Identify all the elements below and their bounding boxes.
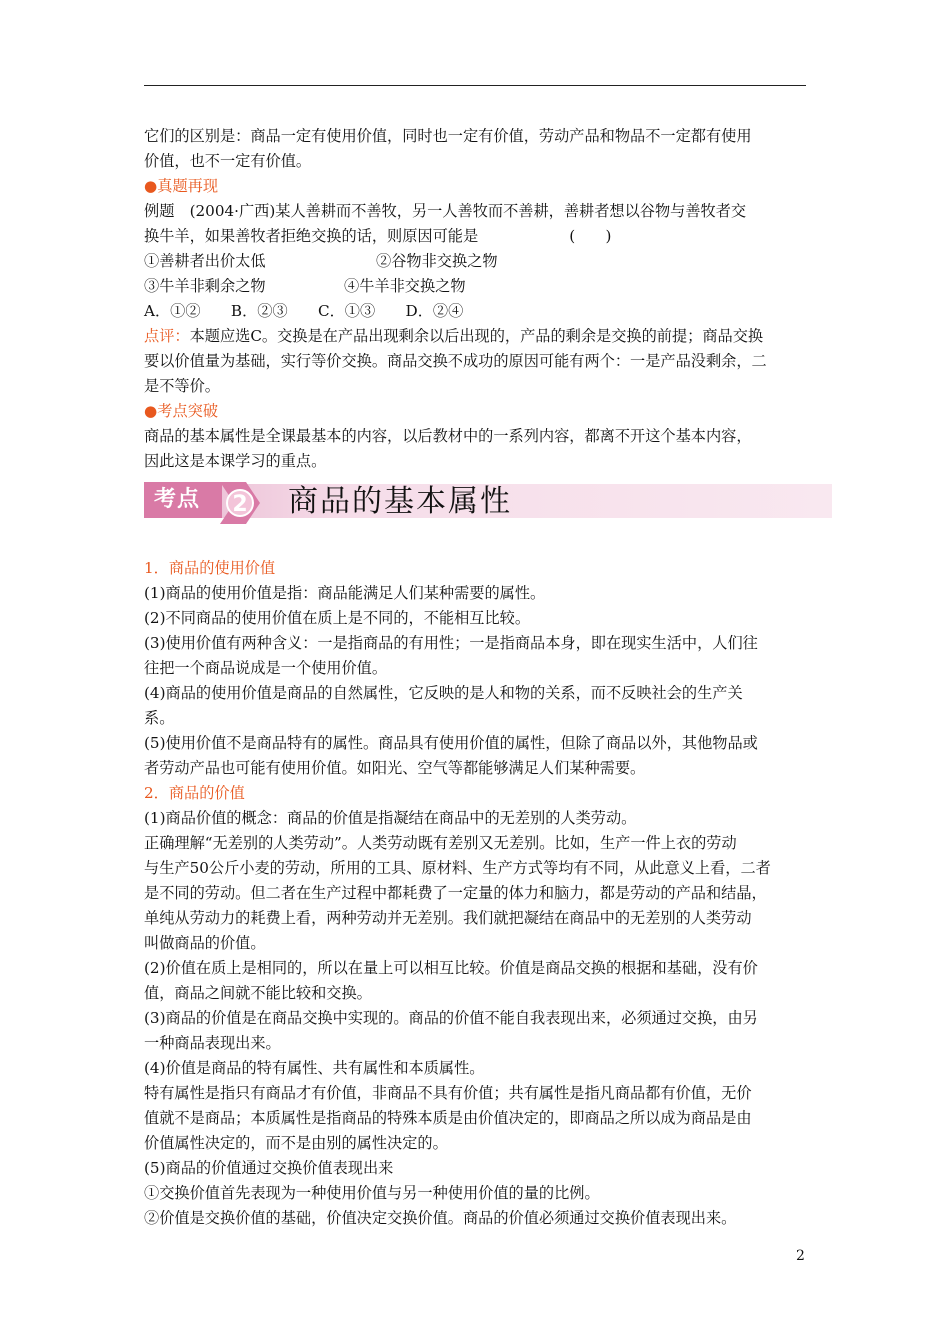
comment-line-2: 要以价值量为基础，实行等价交换。商品交换不成功的原因可能有两个：一是产品没剩余，二 xyxy=(144,352,767,370)
section2-line: 特有属性是指只有商品才有价值，非商品不具有价值；共有属性是指凡商品都有价值，无价 xyxy=(144,1084,752,1102)
section2-line: 价值属性决定的，而不是由别的属性决定的。 xyxy=(144,1134,448,1152)
section2-line: 单纯从劳动力的耗费上看，两种劳动并无差别。我们就把凝结在商品中的无差别的人类劳动 xyxy=(144,909,752,927)
section2-line: (4)价值是商品的特有属性、共有属性和本质属性。 xyxy=(144,1059,485,1077)
section1-line: 者劳动产品也可能有使用价值。如阳光、空气等都能够满足人们某种需要。 xyxy=(144,759,646,777)
comment-line-1 xyxy=(144,324,812,349)
comment-text-1: 本题应选C。交换是在产品出现剩余以后出现的，产品的剩余是交换的前提；商品交换 xyxy=(189,327,764,345)
section2-line: 值，商品之间就不能比较和交换。 xyxy=(144,984,372,1002)
section1-line: (4)商品的使用价值是商品的自然属性，它反映的是人和物的关系，而不反映社会的生产关 xyxy=(144,684,743,702)
comment-line-3: 是不等价。 xyxy=(144,377,220,395)
options-row-2 xyxy=(144,274,812,299)
section2-line: ①交换价值首先表现为一种使用价值与另一种使用价值的量的比例。 xyxy=(144,1184,600,1202)
banner-tag: 考点 xyxy=(144,482,222,518)
section2-line: 值就不是商品；本质属性是指商品的特殊本质是由价值决定的，即商品之所以成为商品是由 xyxy=(144,1109,752,1127)
breakthrough-line-2: 因此这是本课学习的重点。 xyxy=(144,452,327,470)
section1-line: 系。 xyxy=(144,709,175,727)
section2-line: 正确理解“无差别的人类劳动”。人类劳动既有差别又无差别。比如，生产一件上衣的劳动 xyxy=(144,834,737,852)
section2-line: (5)商品的价值通过交换价值表现出来 xyxy=(144,1159,394,1177)
section2-line: 叫做商品的价值。 xyxy=(144,934,266,952)
real-exam-heading: ●真题再现 xyxy=(144,177,219,195)
section2-line: 是不同的劳动。但二者在生产过程中都耗费了一定量的体力和脑力，都是劳动的产品和结晶， xyxy=(144,884,767,902)
banner-title: 商品的基本属性 xyxy=(288,484,512,519)
section2-line: (2)价值在质上是相同的，所以在量上可以相互比较。价值是商品交换的根据和基础，没有价 xyxy=(144,959,758,977)
section1-line: 往把一个商品说成是一个使用价值。 xyxy=(144,659,387,677)
section2-line: ②价值是交换价值的基础，价值决定交换价值。商品的价值必须通过交换价值表现出来。 xyxy=(144,1209,737,1227)
option-4: ④牛羊非交换之物 xyxy=(344,277,466,295)
banner-number: 2 xyxy=(232,492,248,517)
section2-body xyxy=(144,806,812,1231)
option-1: ①善耕者出价太低 xyxy=(144,252,266,270)
question-line-1: 例题 (2004·广西)某人善耕而不善牧，另一人善牧而不善耕，善耕者想以谷物与善牧者交 xyxy=(144,202,747,220)
section2-line: 一种商品表现出来。 xyxy=(144,1034,281,1052)
answer-choices: A．①② B．②③ C．①③ D．②④ xyxy=(144,302,464,320)
section1-line: (1)商品的使用价值是指：商品能满足人们某种需要的属性。 xyxy=(144,584,546,602)
section2-line: (1)商品价值的概念：商品的价值是指凝结在商品中的无差别的人类劳动。 xyxy=(144,809,637,827)
page-number: 2 xyxy=(796,1248,805,1264)
section1-body xyxy=(144,581,812,781)
breakthrough-line-1: 商品的基本属性是全课最基本的内容，以后教材中的一系列内容，都离不开这个基本内容， xyxy=(144,427,752,445)
banner-number-badge xyxy=(216,480,262,526)
section1-heading: 1．商品的使用价值 xyxy=(144,559,276,577)
section1-line: (5)使用价值不是商品特有的属性。商品具有使用价值的属性，但除了商品以外，其他物品或 xyxy=(144,734,758,752)
option-2: ②谷物非交换之物 xyxy=(376,252,498,270)
options-row-1 xyxy=(144,249,812,274)
option-3: ③牛羊非剩余之物 xyxy=(144,277,266,295)
intro-line-2: 价值，也不一定有价值。 xyxy=(144,152,312,170)
intro-line-1: 它们的区别是：商品一定有使用价值，同时也一定有价值，劳动产品和物品不一定都有使用 xyxy=(144,127,752,145)
comment-label: 点评： xyxy=(144,327,190,345)
section2-line: (3)商品的价值是在商品交换中实现的。商品的价值不能自我表现出来，必须通过交换，由另 xyxy=(144,1009,758,1027)
section2-line: 与生产50公斤小麦的劳动，所用的工具、原材料、生产方式等均有不同，从此意义上看，二者 xyxy=(144,859,771,877)
section1-line: (2)不同商品的使用价值在质上是不同的，不能相互比较。 xyxy=(144,609,531,627)
breakthrough-heading: ●考点突破 xyxy=(144,402,219,420)
section1-line: (3)使用价值有两种含义：一是指商品的有用性；一是指商品本身，即在现实生活中，人们往 xyxy=(144,634,758,652)
section2-heading: 2．商品的价值 xyxy=(144,784,245,802)
section-banner xyxy=(144,480,832,526)
page-content xyxy=(144,124,812,1231)
header-rule xyxy=(144,85,806,86)
question-line-2: 换牛羊，如果善牧者拒绝交换的话，则原因可能是 ( ) xyxy=(144,227,612,245)
